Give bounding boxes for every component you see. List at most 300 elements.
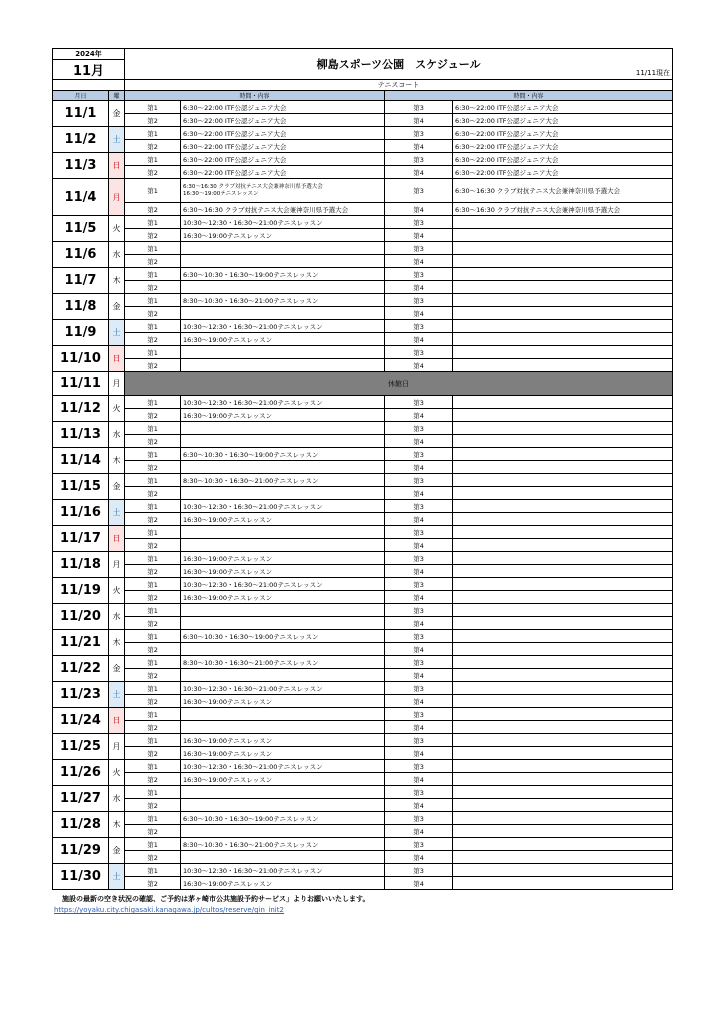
court-label: 第3: [385, 474, 453, 487]
schedule-entry: [181, 487, 385, 500]
schedule-entry: [181, 617, 385, 630]
dow-cell: 金: [109, 656, 125, 682]
schedule-entry: [453, 422, 673, 435]
schedule-entry: [453, 578, 673, 591]
schedule-entry: [453, 604, 673, 617]
table-row: [53, 166, 673, 179]
blank-cell: [53, 80, 125, 91]
schedule-entry: [181, 825, 385, 838]
court-label: 第2: [125, 591, 181, 604]
schedule-entry: [181, 526, 385, 539]
table-row: [53, 812, 673, 825]
court-label: 第3: [385, 812, 453, 825]
court-label: 第1: [125, 812, 181, 825]
court-label: 第2: [125, 255, 181, 268]
schedule-entry: [453, 487, 673, 500]
date-cell: 11/17: [53, 526, 109, 552]
dow-cell: 木: [109, 268, 125, 294]
dow-cell: 火: [109, 396, 125, 422]
as-of-date: 11/11現在: [635, 69, 671, 77]
schedule-entry: 6:30～22:00 ITF公認ジュニア大会: [453, 127, 673, 140]
date-cell: 11/21: [53, 630, 109, 656]
table-row: [53, 255, 673, 268]
schedule-entry: 6:30～22:00 ITF公認ジュニア大会: [453, 153, 673, 166]
court-label: 第1: [125, 216, 181, 229]
table-row: [53, 461, 673, 474]
schedule-entry: 6:30～22:00 ITF公認ジュニア大会: [181, 166, 385, 179]
date-cell: 11/27: [53, 786, 109, 812]
table-row: [53, 734, 673, 747]
court-label: 第3: [385, 242, 453, 255]
court-label: 第4: [385, 487, 453, 500]
date-cell: 11/8: [53, 294, 109, 320]
court-label: 第1: [125, 656, 181, 669]
dow-cell: 金: [109, 294, 125, 320]
court-label: 第3: [385, 268, 453, 281]
footer-note: 施設の最新の空き状況の確認、ご予約は茅ヶ崎市公共施設予約サービス」よりお願いいたします。: [62, 895, 370, 903]
schedule-entry: [453, 565, 673, 578]
court-label: 第4: [385, 591, 453, 604]
court-label: 第1: [125, 786, 181, 799]
schedule-entry: 8:30～10:30・16:30～21:00テニスレッスン: [181, 656, 385, 669]
court-label: 第3: [385, 396, 453, 409]
schedule-entry: 16:30～19:00テニスレッスン: [181, 747, 385, 760]
dow-cell: 火: [109, 578, 125, 604]
dow-cell: 土: [109, 127, 125, 153]
court-label: 第3: [385, 604, 453, 617]
dow-cell: 月: [109, 372, 125, 396]
table-row: [53, 695, 673, 708]
table-row: [53, 359, 673, 372]
schedule-entry: [453, 812, 673, 825]
court-label: 第2: [125, 825, 181, 838]
dow-cell: 土: [109, 320, 125, 346]
dow-cell: 水: [109, 786, 125, 812]
dow-cell: 木: [109, 812, 125, 838]
schedule-entry: [453, 799, 673, 812]
schedule-entry: 10:30～12:30・16:30～21:00テニスレッスン: [181, 320, 385, 333]
court-label: 第2: [125, 669, 181, 682]
schedule-entry: 6:30～22:00 ITF公認ジュニア大会: [453, 166, 673, 179]
table-row: [53, 864, 673, 877]
court-label: 第4: [385, 435, 453, 448]
schedule-entry: [181, 422, 385, 435]
date-cell: 11/26: [53, 760, 109, 786]
schedule-entry: [453, 333, 673, 346]
table-row: [53, 268, 673, 281]
table-row: [53, 127, 673, 140]
schedule-entry: [181, 786, 385, 799]
reservation-link[interactable]: https://yoyaku.city.chigasaki.kanagawa.jp/cultos/reserve/gin_init2: [54, 906, 284, 914]
table-row: [53, 153, 673, 166]
court-label: 第2: [125, 114, 181, 127]
court-label: 第4: [385, 333, 453, 346]
schedule-entry: 6:30～22:00 ITF公認ジュニア大会: [181, 101, 385, 114]
dow-cell: 水: [109, 242, 125, 268]
court-label: 第2: [125, 773, 181, 786]
court-label: 第2: [125, 747, 181, 760]
table-row: [53, 708, 673, 721]
schedule-entry: [181, 539, 385, 552]
table-row: [53, 307, 673, 320]
table-row: [53, 539, 673, 552]
court-label: 第4: [385, 359, 453, 372]
court-label: 第3: [385, 656, 453, 669]
table-row: [53, 474, 673, 487]
table-row: [53, 838, 673, 851]
dow-cell: 日: [109, 153, 125, 179]
table-row: [53, 825, 673, 838]
table-row: [53, 216, 673, 229]
table-row: [53, 396, 673, 409]
schedule-entry: [453, 669, 673, 682]
dow-cell: 水: [109, 422, 125, 448]
schedule-entry: 16:30～19:00テニスレッスン: [181, 565, 385, 578]
table-row: [53, 669, 673, 682]
schedule-entry: [453, 617, 673, 630]
court-label: 第4: [385, 539, 453, 552]
court-label: 第1: [125, 630, 181, 643]
date-cell: 11/20: [53, 604, 109, 630]
court-label: 第1: [125, 242, 181, 255]
facility-label: テニスコート: [125, 80, 673, 91]
schedule-entry: [181, 851, 385, 864]
court-label: 第1: [125, 448, 181, 461]
date-cell: 11/11: [53, 372, 109, 396]
dow-cell: 月: [109, 552, 125, 578]
court-label: 第1: [125, 474, 181, 487]
date-cell: 11/23: [53, 682, 109, 708]
dow-cell: 日: [109, 708, 125, 734]
schedule-table: [52, 48, 673, 890]
table-row: [53, 552, 673, 565]
schedule-entry: 6:30～22:00 ITF公認ジュニア大会: [181, 114, 385, 127]
court-label: 第3: [385, 786, 453, 799]
court-label: 第2: [125, 487, 181, 500]
table-row: [53, 630, 673, 643]
court-label: 第2: [125, 721, 181, 734]
date-cell: 11/24: [53, 708, 109, 734]
schedule-entry: 6:30～22:00 ITF公認ジュニア大会: [453, 140, 673, 153]
court-label: 第4: [385, 565, 453, 578]
schedule-entry: 16:30～19:00テニスレッスン: [181, 695, 385, 708]
court-label: 第4: [385, 773, 453, 786]
table-row: [53, 448, 673, 461]
court-label: 第1: [125, 153, 181, 166]
court-label: 第2: [125, 435, 181, 448]
schedule-entry: [453, 630, 673, 643]
schedule-entry: [453, 396, 673, 409]
col-header-time-right: 時間・内容: [385, 91, 673, 101]
table-row: [53, 409, 673, 422]
table-row: [53, 578, 673, 591]
table-row: [53, 242, 673, 255]
date-cell: 11/25: [53, 734, 109, 760]
date-cell: 11/22: [53, 656, 109, 682]
court-label: 第3: [385, 422, 453, 435]
court-label: 第1: [125, 526, 181, 539]
schedule-entry: 6:30～16:30 クラブ対抗テニス大会兼神奈川県予選大会: [453, 203, 673, 216]
dow-cell: 土: [109, 682, 125, 708]
date-cell: 11/4: [53, 179, 109, 216]
dow-cell: 火: [109, 760, 125, 786]
schedule-entry: [453, 539, 673, 552]
schedule-entry: [453, 747, 673, 760]
court-label: 第4: [385, 229, 453, 242]
court-label: 第2: [125, 513, 181, 526]
court-label: 第4: [385, 825, 453, 838]
date-cell: 11/29: [53, 838, 109, 864]
schedule-entry: 16:30～19:00テニスレッスン: [181, 552, 385, 565]
date-cell: 11/12: [53, 396, 109, 422]
schedule-entry: 16:30～19:00テニスレッスン: [181, 591, 385, 604]
dow-cell: 月: [109, 734, 125, 760]
dow-cell: 火: [109, 216, 125, 242]
dow-cell: 金: [109, 838, 125, 864]
schedule-entry: 6:30～22:00 ITF公認ジュニア大会: [453, 114, 673, 127]
court-label: 第1: [125, 578, 181, 591]
court-label: 第2: [125, 539, 181, 552]
schedule-entry: 16:30～19:00テニスレッスン: [181, 877, 385, 890]
schedule-entry: 10:30～12:30・16:30～21:00テニスレッスン: [181, 760, 385, 773]
table-row: [53, 617, 673, 630]
table-row: [53, 294, 673, 307]
schedule-entry: [453, 656, 673, 669]
schedule-entry: [453, 695, 673, 708]
date-cell: 11/16: [53, 500, 109, 526]
date-cell: 11/7: [53, 268, 109, 294]
schedule-entry: 6:30～22:00 ITF公認ジュニア大会: [181, 140, 385, 153]
schedule-entry: [453, 760, 673, 773]
dow-cell: 水: [109, 604, 125, 630]
table-row: [53, 500, 673, 513]
schedule-entry: 16:30～19:00テニスレッスン: [181, 229, 385, 242]
court-label: 第2: [125, 281, 181, 294]
schedule-entry: 6:30～10:30・16:30～19:00テニスレッスン: [181, 448, 385, 461]
court-label: 第3: [385, 179, 453, 203]
schedule-entry: [181, 346, 385, 359]
schedule-entry: [453, 359, 673, 372]
court-label: 第3: [385, 578, 453, 591]
table-row: [53, 229, 673, 242]
date-cell: 11/6: [53, 242, 109, 268]
schedule-entry: [181, 708, 385, 721]
court-label: 第3: [385, 448, 453, 461]
date-cell: 11/1: [53, 101, 109, 127]
court-label: 第4: [385, 307, 453, 320]
court-label: 第4: [385, 140, 453, 153]
table-row: [53, 877, 673, 890]
table-row: [53, 760, 673, 773]
schedule-entry: [453, 643, 673, 656]
court-label: 第2: [125, 877, 181, 890]
schedule-entry: [453, 734, 673, 747]
schedule-entry: [453, 229, 673, 242]
schedule-entry: 6:30～22:00 ITF公認ジュニア大会: [181, 127, 385, 140]
schedule-entry: [453, 773, 673, 786]
court-label: 第1: [125, 708, 181, 721]
court-label: 第2: [125, 695, 181, 708]
court-label: 第3: [385, 153, 453, 166]
col-header-date: 月日: [53, 91, 109, 101]
dow-cell: 日: [109, 526, 125, 552]
schedule-entry: [453, 281, 673, 294]
court-label: 第1: [125, 320, 181, 333]
court-label: 第2: [125, 799, 181, 812]
table-row: [53, 591, 673, 604]
date-cell: 11/14: [53, 448, 109, 474]
schedule-entry: 6:30～16:30 クラブ対抗テニス大会兼神奈川県予選大会 16:30～19:00テニスレッスン: [181, 179, 385, 203]
table-row: [53, 179, 673, 203]
court-label: 第1: [125, 552, 181, 565]
court-label: 第4: [385, 877, 453, 890]
court-label: 第1: [125, 760, 181, 773]
schedule-entry: 6:30～16:30 クラブ対抗テニス大会兼神奈川県予選大会: [181, 203, 385, 216]
court-label: 第3: [385, 708, 453, 721]
schedule-entry: [453, 786, 673, 799]
court-label: 第3: [385, 320, 453, 333]
court-label: 第2: [125, 140, 181, 153]
court-label: 第1: [125, 396, 181, 409]
court-label: 第4: [385, 461, 453, 474]
schedule-entry: 6:30～10:30・16:30～19:00テニスレッスン: [181, 812, 385, 825]
schedule-entry: [453, 255, 673, 268]
table-row: [53, 526, 673, 539]
table-row: [53, 101, 673, 114]
schedule-entry: 10:30～12:30・16:30～21:00テニスレッスン: [181, 216, 385, 229]
page-title: [125, 49, 673, 80]
court-label: 第4: [385, 695, 453, 708]
court-label: 第2: [125, 617, 181, 630]
col-header-dow: 曜: [109, 91, 125, 101]
date-cell: 11/19: [53, 578, 109, 604]
court-label: 第1: [125, 838, 181, 851]
court-label: 第1: [125, 734, 181, 747]
date-cell: 11/5: [53, 216, 109, 242]
court-label: 第3: [385, 526, 453, 539]
court-label: 第1: [125, 422, 181, 435]
dow-cell: 土: [109, 864, 125, 890]
schedule-entry: 10:30～12:30・16:30～21:00テニスレッスン: [181, 500, 385, 513]
schedule-entry: [453, 851, 673, 864]
table-row: [53, 487, 673, 500]
schedule-entry: [181, 799, 385, 812]
table-row: [53, 140, 673, 153]
court-label: 第1: [125, 682, 181, 695]
schedule-entry: 6:30～10:30・16:30～19:00テニスレッスン: [181, 268, 385, 281]
court-label: 第4: [385, 281, 453, 294]
court-label: 第2: [125, 409, 181, 422]
schedule-entry: [181, 721, 385, 734]
table-row: [53, 682, 673, 695]
closed-cell: 休館日: [125, 372, 673, 396]
court-label: 第1: [125, 294, 181, 307]
table-row: [53, 346, 673, 359]
schedule-entry: 6:30～10:30・16:30～19:00テニスレッスン: [181, 630, 385, 643]
schedule-entry: 6:30～16:30 クラブ対抗テニス大会兼神奈川県予選大会: [453, 179, 673, 203]
table-row: [53, 773, 673, 786]
court-label: 第4: [385, 513, 453, 526]
schedule-entry: [453, 591, 673, 604]
court-label: 第4: [385, 617, 453, 630]
court-label: 第3: [385, 346, 453, 359]
court-label: 第4: [385, 721, 453, 734]
col-header-time-left: 時間・内容: [125, 91, 385, 101]
schedule-entry: [453, 216, 673, 229]
court-label: 第2: [125, 565, 181, 578]
table-row: [53, 604, 673, 617]
court-label: 第2: [125, 307, 181, 320]
court-label: 第4: [385, 747, 453, 760]
table-row: [53, 747, 673, 760]
table-row: [53, 656, 673, 669]
court-label: 第1: [125, 127, 181, 140]
court-label: 第4: [385, 643, 453, 656]
court-label: 第4: [385, 166, 453, 179]
schedule-entry: [453, 474, 673, 487]
schedule-entry: [181, 669, 385, 682]
dow-cell: 金: [109, 474, 125, 500]
court-label: 第4: [385, 799, 453, 812]
court-label: 第3: [385, 734, 453, 747]
schedule-entry: [453, 721, 673, 734]
schedule-entry: [453, 268, 673, 281]
court-label: 第1: [125, 268, 181, 281]
court-label: 第4: [385, 851, 453, 864]
court-label: 第4: [385, 409, 453, 422]
schedule-entry: [453, 877, 673, 890]
court-label: 第2: [125, 643, 181, 656]
date-cell: 11/3: [53, 153, 109, 179]
schedule-entry: 6:30～22:00 ITF公認ジュニア大会: [181, 153, 385, 166]
dow-cell: 土: [109, 500, 125, 526]
court-label: 第3: [385, 127, 453, 140]
schedule-entry: [453, 825, 673, 838]
schedule-entry: 10:30～12:30・16:30～21:00テニスレッスン: [181, 578, 385, 591]
schedule-entry: [453, 708, 673, 721]
schedule-entry: [453, 461, 673, 474]
schedule-entry: [453, 409, 673, 422]
schedule-entry: 16:30～19:00テニスレッスン: [181, 333, 385, 346]
court-label: 第4: [385, 203, 453, 216]
year-label: 2024年: [53, 49, 125, 60]
table-row: [53, 786, 673, 799]
court-label: 第1: [125, 500, 181, 513]
court-label: 第2: [125, 203, 181, 216]
schedule-entry: [181, 255, 385, 268]
court-label: 第1: [125, 864, 181, 877]
court-label: 第2: [125, 851, 181, 864]
table-row: [53, 281, 673, 294]
schedule-entry: [181, 359, 385, 372]
dow-cell: 金: [109, 101, 125, 127]
schedule-entry: [181, 435, 385, 448]
schedule-entry: [453, 526, 673, 539]
date-cell: 11/13: [53, 422, 109, 448]
court-label: 第1: [125, 346, 181, 359]
schedule-entry: [453, 294, 673, 307]
court-label: 第3: [385, 864, 453, 877]
court-label: 第3: [385, 552, 453, 565]
title-text: 柳島スポーツ公園 スケジュール: [316, 58, 481, 71]
court-label: 第3: [385, 838, 453, 851]
court-label: 第2: [125, 229, 181, 242]
schedule-entry: [453, 838, 673, 851]
schedule-entry: [181, 461, 385, 474]
dow-cell: 月: [109, 179, 125, 216]
court-label: 第3: [385, 500, 453, 513]
closed-row: [53, 372, 673, 396]
